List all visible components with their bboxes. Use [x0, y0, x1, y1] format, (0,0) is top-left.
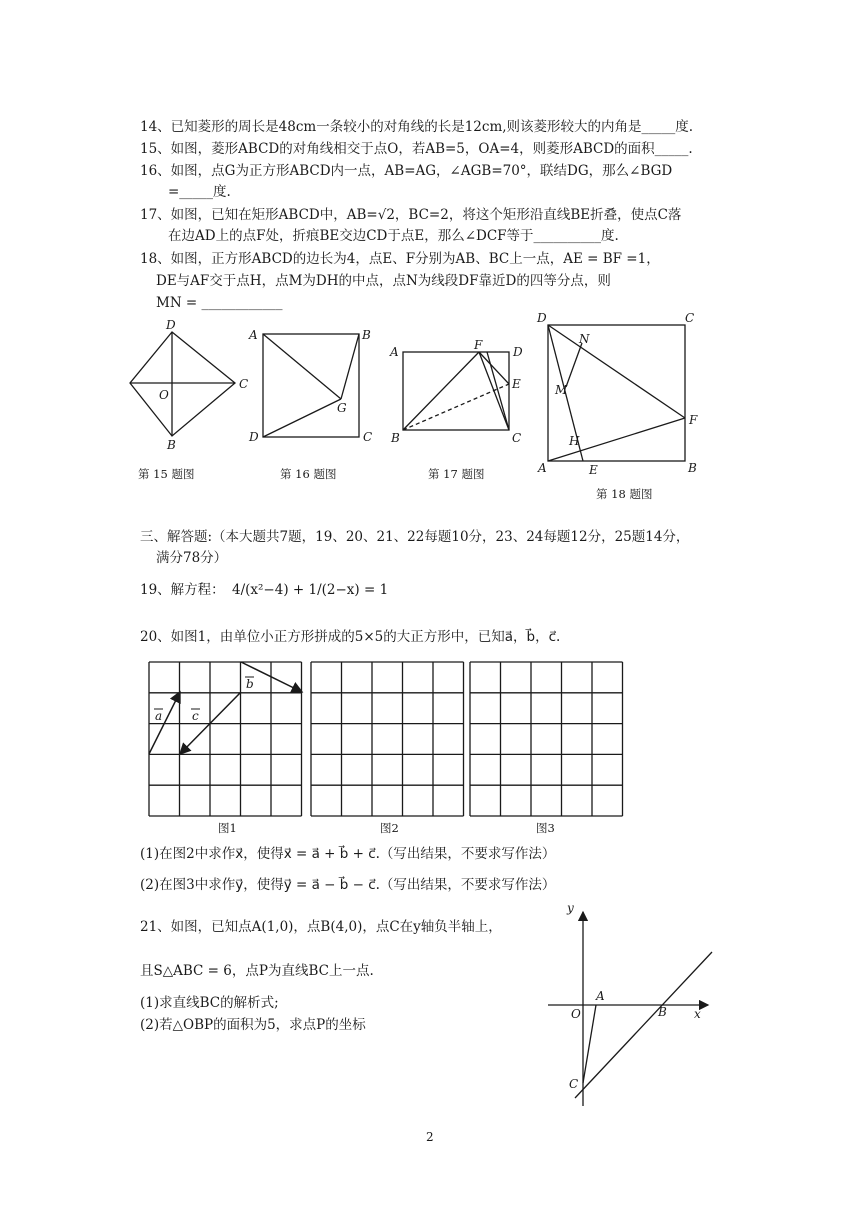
figure-17-rectangle — [403, 352, 509, 430]
grid-figure-1 — [149, 662, 302, 816]
caption-fig17: 第 17 题图 — [428, 467, 485, 481]
question-17-line1: 17、如图，已知在矩形ABCD中，AB=√2，BC=2，将这个矩形沿直线BE折叠，使点C落 — [140, 207, 682, 223]
fig17-label-D: D — [513, 345, 523, 359]
fig21-label-O: O — [571, 1007, 581, 1021]
fig18-label-B: B — [688, 461, 697, 475]
question-15: 15、如图，菱形ABCD的对角线相交于点O，若AB=5，OA=4，则菱形ABCD的面积_____. — [140, 141, 693, 157]
question-16-line2: =_____度. — [168, 184, 231, 200]
fig15-label-O: O — [159, 388, 169, 402]
caption-fig18: 第 18 题图 — [596, 487, 653, 501]
question-18-line2: DE与AF交于点H，点M为DH的中点，点N为线段DF靠近D的四等分点，则 — [156, 273, 611, 289]
question-20: 20、如图1，由单位小正方形拼成的5×5的大正方形中，已知a⃗，b⃗，c⃗. — [140, 629, 561, 645]
question-19-equation: 4/(x²−4) + 1/(2−x) = 1 — [232, 582, 389, 598]
fig18-label-D: D — [537, 311, 547, 325]
question-18-line3: MN = ____________ — [156, 295, 283, 311]
fig16-label-B: B — [362, 328, 371, 342]
caption-grid1: 图1 — [218, 821, 237, 835]
fig18-label-M: M — [555, 383, 568, 397]
section-3-heading: 三、解答题:（本大题共7题，19、20、21、22每题10分，23、24每题12分，25题14分， — [140, 529, 690, 545]
fig21-label-A: A — [596, 989, 605, 1003]
figure-16-square — [263, 334, 359, 437]
fig15-label-C: C — [239, 377, 249, 391]
axis-label-y: y — [567, 901, 574, 915]
caption-fig16: 第 16 题图 — [280, 467, 337, 481]
fig21-label-C: C — [569, 1077, 579, 1091]
fig17-label-E: E — [512, 377, 521, 391]
fig18-label-C: C — [685, 311, 695, 325]
vector-b-label: b — [246, 677, 254, 691]
fig16-label-C: C — [363, 430, 373, 444]
question-20-part1: (1)在图2中求作x⃗，使得x⃗ = a⃗ + b⃗ + c⃗.（写出结果，不要求写作法） — [140, 846, 556, 862]
question-21-part1: (1)求直线BC的解析式; — [140, 995, 279, 1011]
figure-15-rhombus — [130, 332, 235, 436]
fig16-label-A: A — [249, 328, 258, 342]
fig18-label-N: N — [579, 332, 590, 346]
fig16-label-D: D — [249, 430, 259, 444]
fig18-label-E: E — [589, 463, 598, 477]
caption-grid3: 图3 — [536, 821, 555, 835]
vector-a-label: a — [155, 709, 163, 723]
fig15-label-D: D — [166, 318, 176, 332]
fig18-label-F: F — [689, 413, 698, 427]
question-20-part2: (2)在图3中求作y⃗，使得y⃗ = a⃗ − b⃗ − c⃗.（写出结果，不要求写作法） — [140, 877, 556, 893]
grid-figure-2 — [311, 662, 464, 816]
fig16-label-G: G — [337, 401, 347, 415]
question-16-line1: 16、如图，点G为正方形ABCD内一点，AB=AG，∠AGB=70°，联结DG，那么∠BGD — [140, 163, 673, 179]
fig17-label-A: A — [390, 345, 399, 359]
fig17-label-C: C — [512, 431, 522, 445]
question-17-line2: 在边AD上的点F处，折痕BE交边CD于点E，那么∠DCF等于__________度. — [168, 228, 619, 244]
caption-grid2: 图2 — [380, 821, 399, 835]
axis-label-x: x — [694, 1007, 701, 1021]
caption-fig15: 第 15 题图 — [138, 467, 195, 481]
fig18-label-A: A — [538, 461, 547, 475]
section-3-heading-line2: 满分78分） — [156, 550, 228, 566]
fig17-label-F: F — [474, 338, 483, 352]
fig18-label-H: H — [569, 434, 580, 448]
question-18-line1: 18、如图，正方形ABCD的边长为4，点E、F分别为AB、BC上一点，AE = BF =1， — [140, 251, 660, 267]
fig15-label-B: B — [167, 438, 176, 452]
vector-c-label: c — [192, 709, 199, 723]
fig21-label-B: B — [658, 1005, 667, 1019]
question-21-line2: 且S△ABC = 6，点P为直线BC上一点. — [140, 963, 374, 979]
question-19-label: 19、解方程： — [140, 582, 225, 598]
fig17-label-B: B — [391, 431, 400, 445]
question-21-line1: 21、如图，已知点A(1,0)，点B(4,0)，点C在y轴负半轴上， — [140, 919, 502, 935]
question-14: 14、已知菱形的周长是48cm一条较小的对角线的长是12cm,则该菱形较大的内角是_____度. — [140, 119, 694, 135]
grid-figure-3 — [470, 662, 623, 816]
page-number: 2 — [426, 1130, 434, 1144]
question-21-part2: (2)若△OBP的面积为5，求点P的坐标 — [140, 1017, 366, 1033]
